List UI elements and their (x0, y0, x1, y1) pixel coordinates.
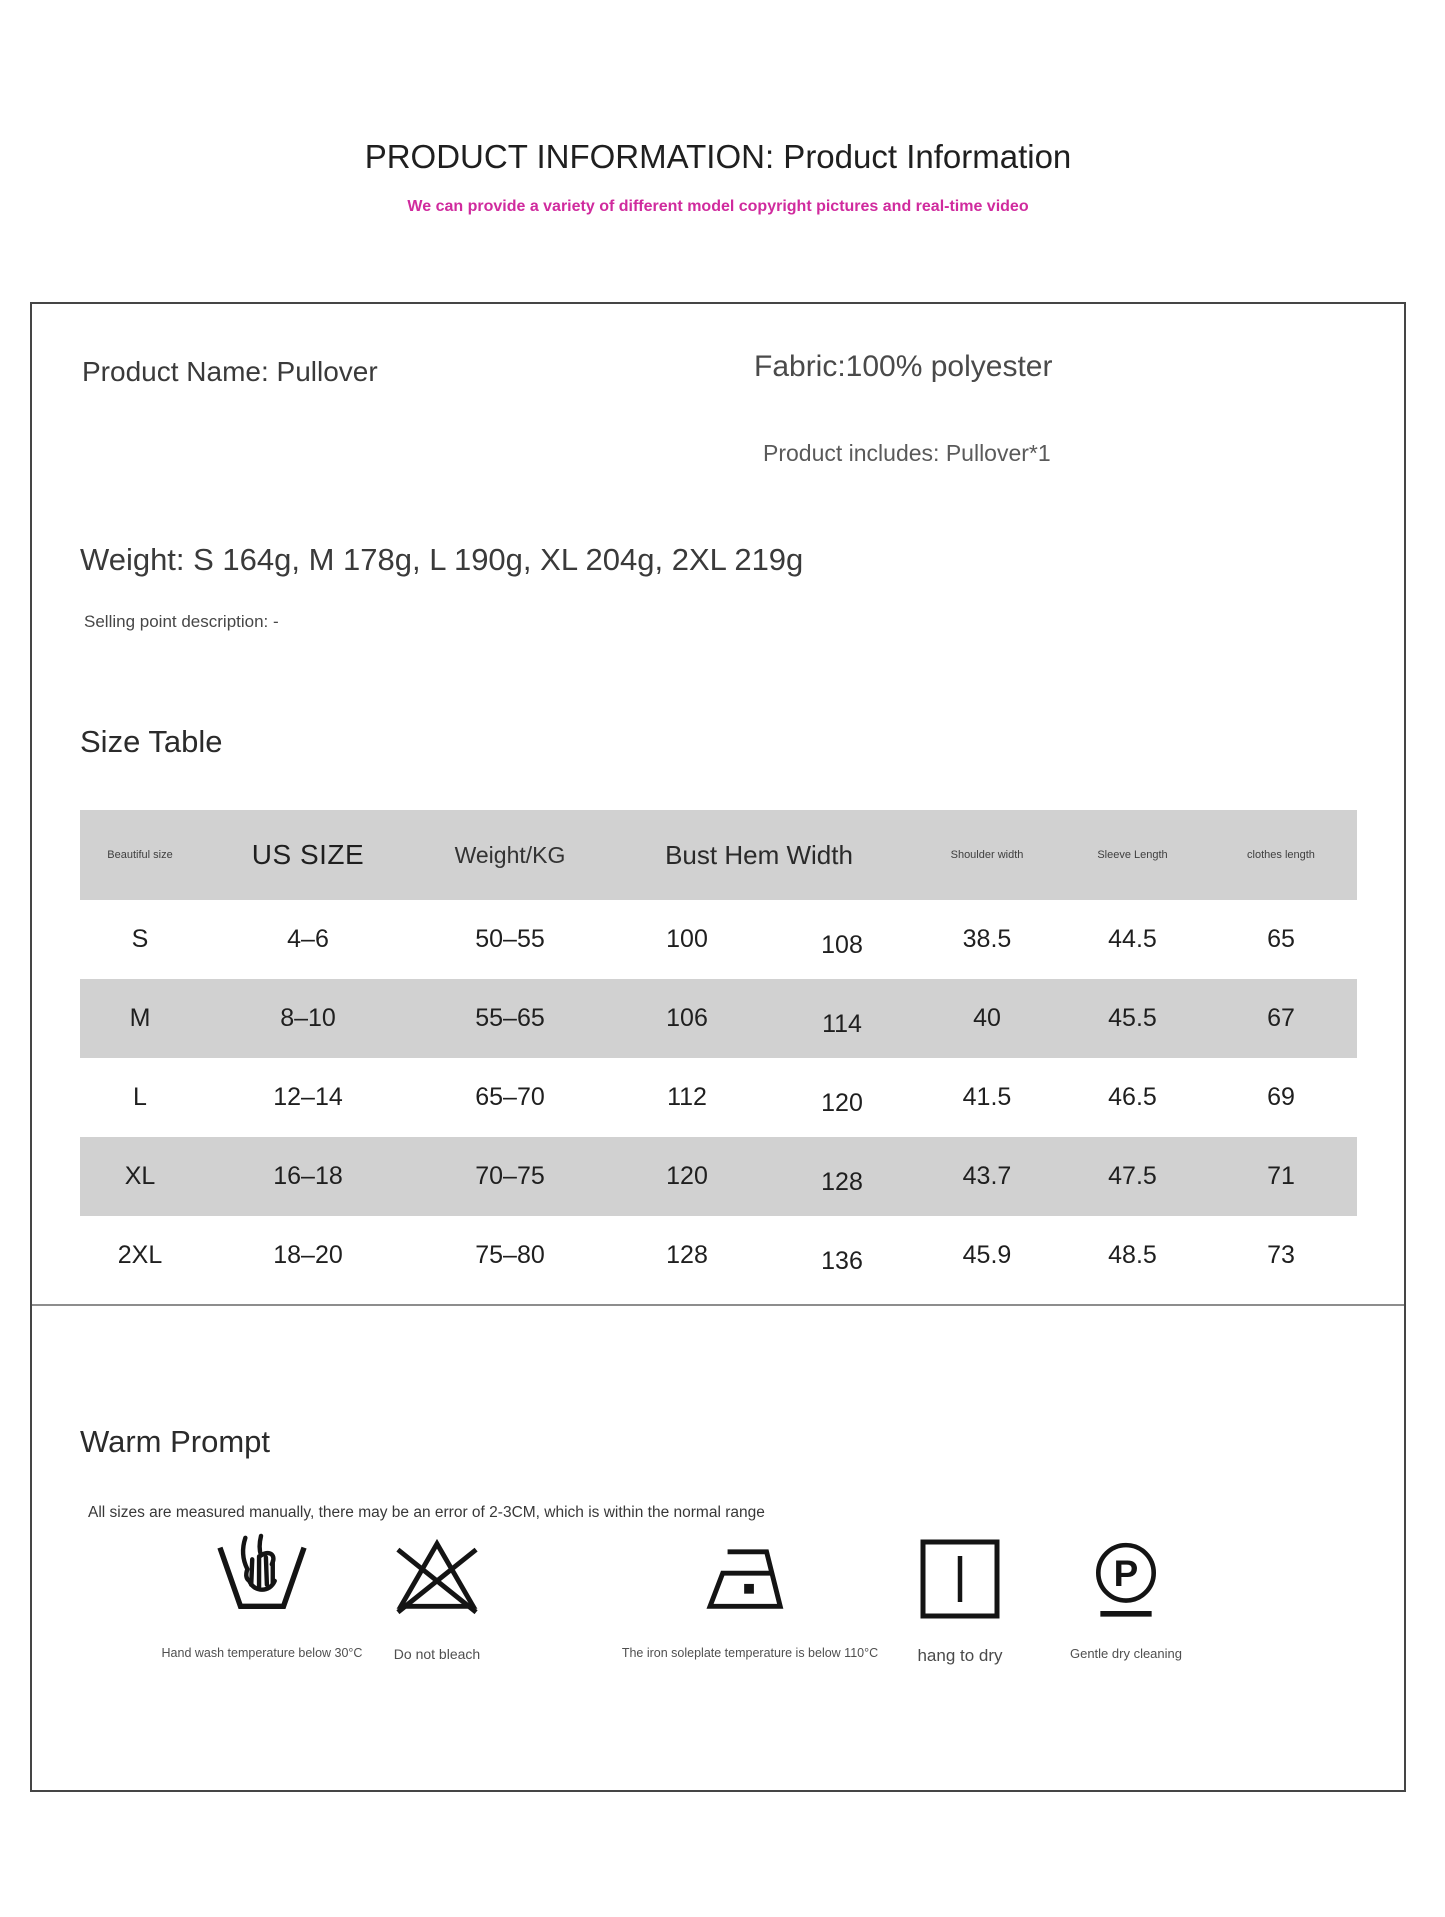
product-fabric-label: Fabric:100% polyester (754, 350, 1053, 383)
page-title: PRODUCT INFORMATION: Product Information (364, 138, 1072, 175)
col-header-us-size: US SIZE (251, 839, 365, 870)
col-header-weight-kg: Weight/KG (454, 841, 566, 868)
col-header-bust-hem-width: Bust Hem Width (665, 839, 853, 870)
cell-bust: 100 (666, 925, 708, 953)
cell-hem-width: 136 (821, 1247, 863, 1275)
care-item-gentle-dry-cleaning (976, 1532, 1276, 1661)
cell-weight: 65–70 (475, 1083, 545, 1111)
cell-shoulder: 41.5 (962, 1083, 1012, 1111)
care-label: hang to dry (917, 1646, 1003, 1665)
cell-weight: 55–65 (475, 1004, 545, 1032)
cell-clothes: 69 (1267, 1083, 1295, 1111)
size-table-row-s (80, 900, 1357, 979)
size-table-row-l (80, 1058, 1357, 1137)
cell-clothes: 73 (1267, 1241, 1295, 1269)
cell-size: L (133, 1083, 147, 1111)
cell-sleeve: 45.5 (1108, 1004, 1157, 1032)
cell-bust: 112 (667, 1083, 707, 1111)
cell-sleeve: 44.5 (1108, 925, 1157, 953)
cell-us-size: 4–6 (287, 925, 329, 953)
cell-size: 2XL (117, 1241, 163, 1269)
cell-sleeve: 47.5 (1108, 1162, 1157, 1190)
iron-low-temp-icon (701, 1532, 799, 1620)
product-name-label: Product Name: Pullover (82, 356, 378, 387)
page-subtitle: We can provide a variety of different model copyright pictures and real-time video (407, 198, 1029, 215)
cell-clothes: 67 (1267, 1004, 1295, 1032)
cell-sleeve: 48.5 (1108, 1241, 1157, 1269)
cell-hem-width: 108 (821, 931, 863, 959)
product-includes-label: Product includes: Pullover*1 (763, 440, 1051, 466)
section-divider (32, 1304, 1404, 1306)
cell-us-size: 8–10 (280, 1004, 336, 1032)
cell-shoulder: 43.7 (962, 1162, 1012, 1190)
warm-prompt-heading: Warm Prompt (80, 1424, 271, 1459)
size-table-row-xl (80, 1137, 1357, 1216)
cell-bust: 128 (666, 1241, 708, 1269)
size-table-row-2xl (80, 1216, 1357, 1295)
product-info-box (30, 302, 1406, 1792)
care-label: Hand wash temperature below 30°C (161, 1646, 363, 1660)
size-table (80, 810, 1357, 1295)
care-label: Do not bleach (393, 1646, 481, 1662)
cell-shoulder: 38.5 (962, 925, 1012, 953)
cell-hem-width: 128 (821, 1168, 863, 1196)
care-item-do-not-bleach (287, 1532, 587, 1662)
cell-hem-width: 120 (821, 1089, 863, 1117)
cell-clothes: 71 (1267, 1162, 1295, 1190)
care-label: Gentle dry cleaning (1069, 1646, 1182, 1661)
cell-hem-width: 114 (822, 1010, 862, 1038)
warm-prompt-note: All sizes are measured manually, there may be an error of 2-3CM, which is within the normal range (88, 1504, 765, 1521)
cell-size: S (131, 925, 149, 953)
care-label: The iron soleplate temperature is below 110°C (621, 1646, 879, 1660)
size-table-heading: Size Table (80, 724, 223, 759)
cell-shoulder: 40 (973, 1004, 1001, 1032)
size-table-row-m (80, 979, 1357, 1058)
do-not-bleach-icon (387, 1532, 487, 1620)
col-header-beautiful-size: Beautiful size (107, 849, 173, 861)
product-weight-label: Weight: S 164g, M 178g, L 190g, XL 204g, 2XL 219g (80, 542, 804, 577)
col-header-sleeve-length: Sleeve Length (1097, 849, 1168, 861)
cell-shoulder: 45.9 (962, 1241, 1012, 1269)
cell-clothes: 65 (1267, 925, 1295, 953)
col-header-clothes-length: clothes length (1247, 849, 1315, 861)
cell-weight: 50–55 (475, 925, 545, 953)
cell-bust: 120 (666, 1162, 708, 1190)
cell-us-size: 18–20 (273, 1241, 343, 1269)
selling-point-label: Selling point description: - (84, 612, 279, 631)
size-table-header-row (80, 810, 1357, 900)
cell-bust: 106 (666, 1004, 708, 1032)
cell-us-size: 12–14 (273, 1083, 343, 1111)
cell-size: XL (124, 1162, 156, 1190)
cell-weight: 70–75 (475, 1162, 545, 1190)
gentle-dry-cleaning-icon (1094, 1532, 1158, 1620)
cell-weight: 75–80 (475, 1241, 545, 1269)
cell-us-size: 16–18 (273, 1162, 343, 1190)
svg-text:P: P (1113, 1553, 1139, 1595)
cell-size: M (129, 1004, 151, 1032)
cell-sleeve: 46.5 (1108, 1083, 1157, 1111)
col-header-shoulder-width: Shoulder width (950, 849, 1024, 861)
